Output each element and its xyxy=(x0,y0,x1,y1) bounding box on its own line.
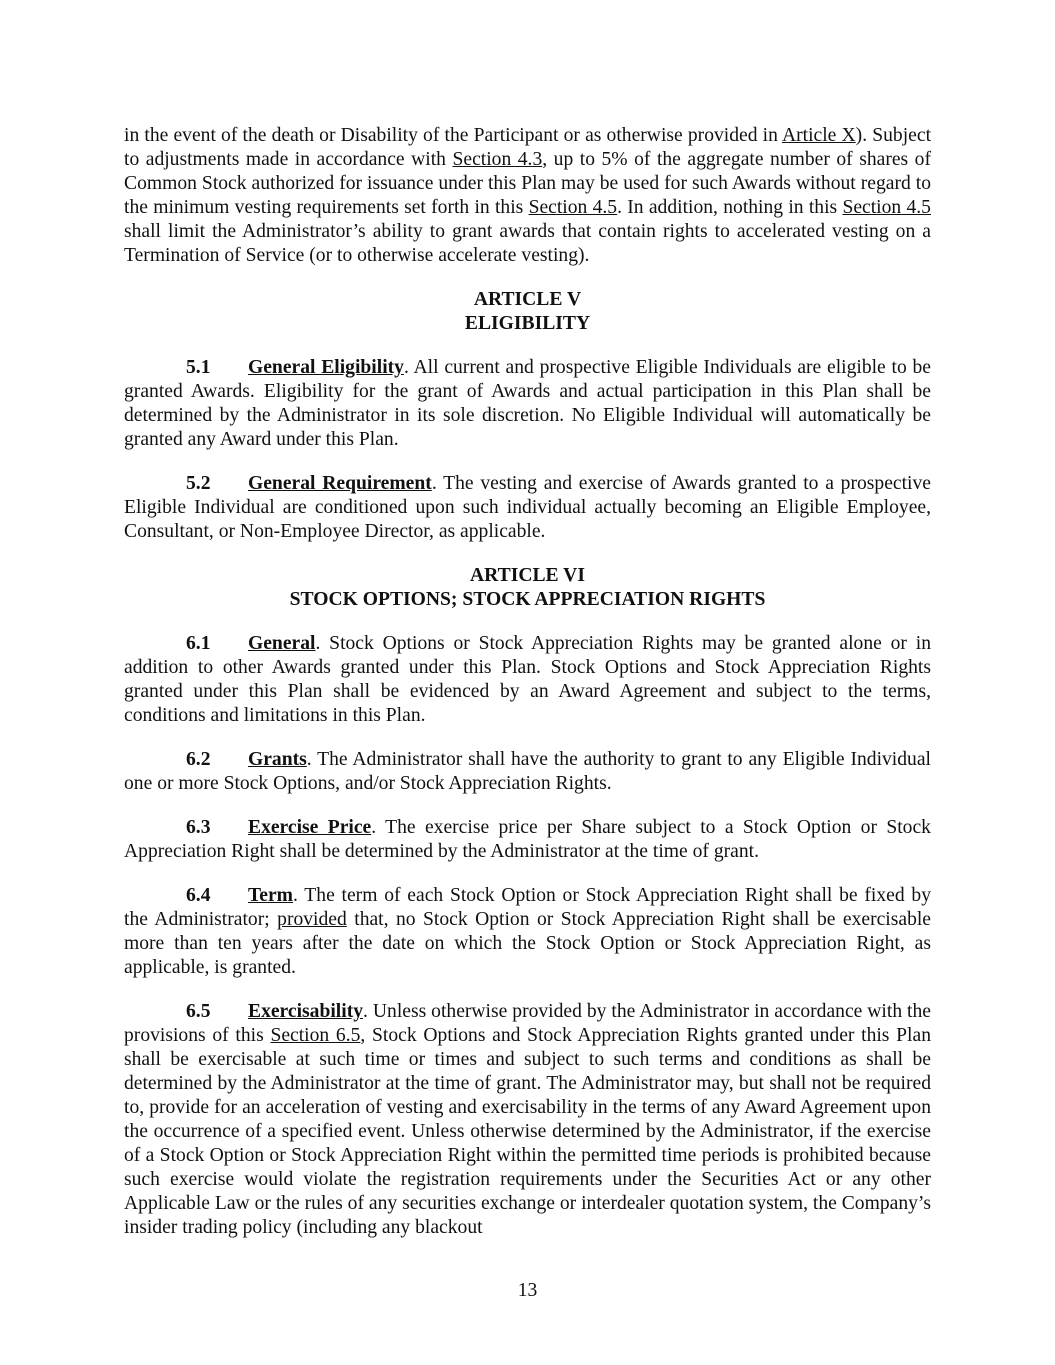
article-vi-heading xyxy=(124,564,931,612)
section-heading: Exercisability xyxy=(248,1001,364,1022)
provided-term: provided xyxy=(277,909,347,930)
article-v-heading xyxy=(124,288,931,336)
document-page xyxy=(124,124,931,1260)
article-x-reference: Article X xyxy=(781,125,856,146)
section-4-5-reference: Section 4.5 xyxy=(842,197,931,218)
section-heading: Term xyxy=(248,885,293,906)
section-number: 6.4 xyxy=(186,885,211,906)
section-5-1: 5.1 General Eligibility. All current and prospective Eligible Individuals are eligible to be granted Awards. Eligibility for the grant of Awards and actual participation in this Plan shall be determined by the Administrator in its sole discretion. No Eligible Individual will automatically be granted any Award under this Plan. xyxy=(124,357,931,450)
section-heading: General xyxy=(248,633,316,654)
section-heading: Exercise Price xyxy=(248,817,372,838)
page-number: 13 xyxy=(517,1280,538,1301)
section-5-2: 5.2 General Requirement. The vesting and exercise of Awards granted to a prospective Eligible Individual are conditioned upon such individual actually becoming an Eligible Employee, Consultant, or Non-Employee Director, as applicable. xyxy=(124,473,931,542)
section-heading: Grants xyxy=(248,749,307,770)
section-6-2: 6.2 Grants. The Administrator shall have the authority to grant to any Eligible Individual one or more Stock Options, and/or Stock Appreciation Rights. xyxy=(124,749,931,794)
section-6-5-reference: Section 6.5 xyxy=(270,1025,361,1046)
section-6-1: 6.1 General. Stock Options or Stock Appreciation Rights may be granted alone or in addition to other Awards granted under this Plan. Stock Options and Stock Appreciation Rights granted under this Plan shall be evidenced by an Award Agreement and subject to the terms, conditions and limitations in this Plan. xyxy=(124,633,931,726)
section-number: 5.2 xyxy=(186,473,211,494)
section-4-5-reference: Section 4.5 xyxy=(528,197,618,218)
section-6-3: 6.3 Exercise Price. The exercise price per Share subject to a Stock Option or Stock Appreciation Right shall be determined by the Administrator at the time of grant. xyxy=(124,817,931,862)
section-6-4: 6.4 Term. The term of each Stock Option or Stock Appreciation Right shall be fixed by the Administrator; provided that, no Stock Option or Stock Appreciation Right shall be exercisable more than ten years after the date on which the Stock Option or Stock Appreciation Right, as applicable, is granted. xyxy=(124,885,932,978)
section-6-5: 6.5 Exercisability. Unless otherwise provided by the Administrator in accordance with the provisions of this Section 6.5, Stock Options and Stock Appreciation Rights granted under this Plan shall be exercisable at such time or times and subject to such terms and conditions as shall be determined by the Administrator at the time of grant. The Administrator may, but shall not be required to, provide for an acceleration of vesting and exercisability in the terms of any Award Agreement upon the occurrence of a specified event. Unless otherwise determined by the Administrator, if the exercise of a Stock Option or Stock Appreciation Right within the permitted time periods is prohibited because such exercise would violate the registration requirements under the Securities Act or any other Applicable Law or the rules of any securities exchange or interdealer quotation system, the Company’s insider trading policy (including any blackout xyxy=(124,1001,931,1238)
section-heading: General Requirement xyxy=(248,473,432,494)
section-number: 6.3 xyxy=(186,817,211,838)
section-number: 6.1 xyxy=(186,633,211,654)
intro-paragraph: in the event of the death or Disability of the Participant or as otherwise provided in Article X). Subject to adjustments made in accordance with Section 4.3, up to 5% of the aggregate number of shares of Common Stock authorized for issuance under this Plan may be used for such Awards without regard to the minimum vesting requirements set forth in this Section 4.5. In addition, nothing in this Section 4.5 shall limit the Administrator’s ability to grant awards that contain rights to accelerated vesting on a Termination of Service (or to otherwise accelerate vesting). xyxy=(124,125,932,266)
section-number: 5.1 xyxy=(186,357,211,378)
section-4-3-reference: Section 4.3 xyxy=(452,149,543,170)
article-title: STOCK OPTIONS; STOCK APPRECIATION RIGHTS xyxy=(289,589,766,610)
section-heading: General Eligibility xyxy=(248,357,404,378)
article-title: ELIGIBILITY xyxy=(464,313,591,334)
section-number: 6.2 xyxy=(186,749,211,770)
article-number: ARTICLE V xyxy=(473,289,582,310)
article-number: ARTICLE VI xyxy=(470,565,585,586)
section-number: 6.5 xyxy=(186,1001,211,1022)
